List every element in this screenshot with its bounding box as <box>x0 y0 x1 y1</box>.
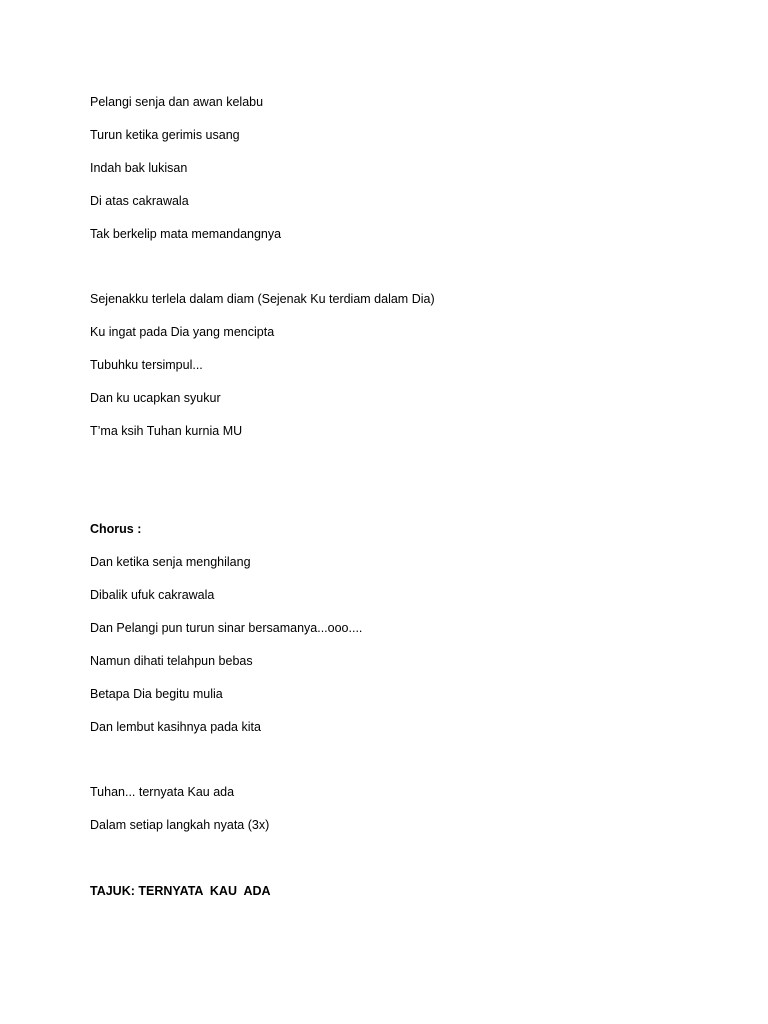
verse2-line-3: Tubuhku tersimpul... <box>90 358 203 372</box>
ending-line-2: Dalam setiap langkah nyata (3x) <box>90 818 270 832</box>
verse1-line-4: Di atas cakrawala <box>90 194 189 208</box>
verse1-line-5: Tak berkelip mata memandangnya <box>90 227 282 241</box>
verse2-line-1: Sejenakku terlela dalam diam (Sejenak Ku terdiam dalam Dia) <box>90 292 435 306</box>
chorus-line-3: Dan Pelangi pun turun sinar bersamanya...ooo.... <box>90 621 363 635</box>
verse2-line-2: Ku ingat pada Dia yang mencipta <box>90 325 275 339</box>
chorus-line-5: Betapa Dia begitu mulia <box>90 687 223 701</box>
chorus-line-2: Dibalik ufuk cakrawala <box>90 588 215 602</box>
verse1-line-2: Turun ketika gerimis usang <box>90 128 240 142</box>
verse2-line-4: Dan ku ucapkan syukur <box>90 391 221 405</box>
song-title: TAJUK: TERNYATA KAU ADA <box>90 884 271 898</box>
verse1-line-1: Pelangi senja dan awan kelabu <box>90 95 264 109</box>
ending-line-1: Tuhan... ternyata Kau ada <box>90 785 235 799</box>
chorus-label: Chorus : <box>90 522 142 536</box>
chorus-line-1: Dan ketika senja menghilang <box>90 555 251 569</box>
chorus-line-6: Dan lembut kasihnya pada kita <box>90 720 261 734</box>
verse2-line-5: T’ma ksih Tuhan kurnia MU <box>90 424 243 438</box>
verse1-line-3: Indah bak lukisan <box>90 161 188 175</box>
chorus-line-4: Namun dihati telahpun bebas <box>90 654 253 668</box>
